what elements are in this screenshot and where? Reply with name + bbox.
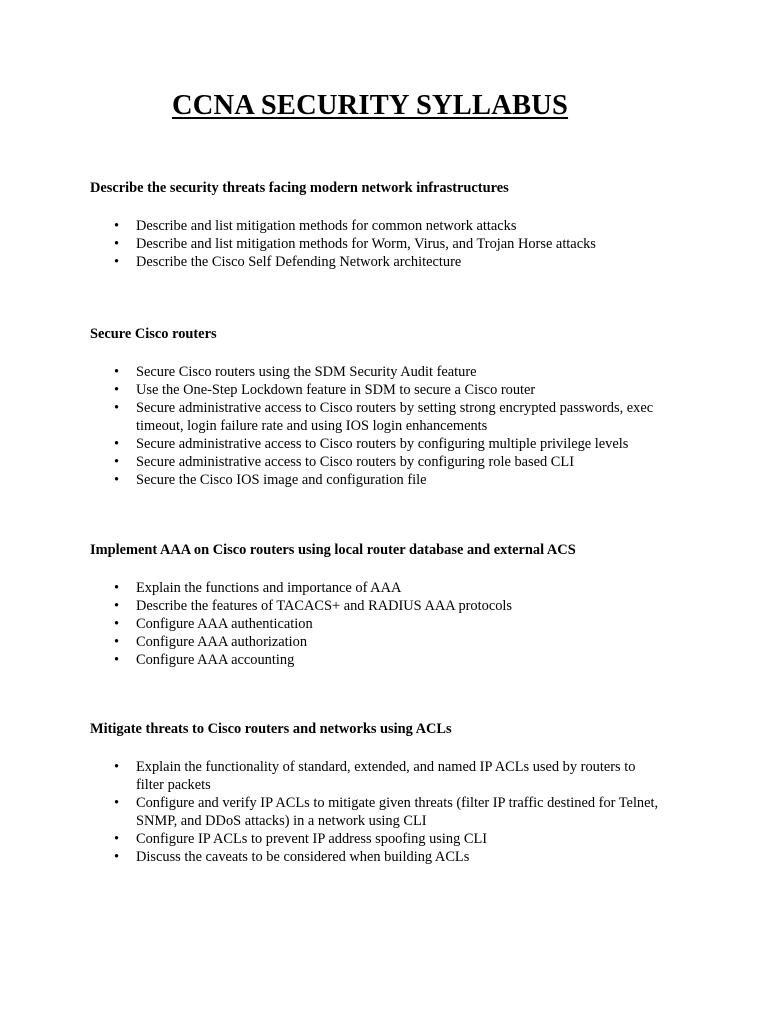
bullet-icon: • [114, 652, 120, 668]
list-item [90, 217, 664, 235]
bullet-icon: • [114, 580, 120, 596]
list-item [90, 453, 664, 471]
section-secure-routers [90, 325, 690, 489]
bullet-icon: • [114, 759, 120, 775]
list-item [90, 381, 664, 399]
section-security-threats [90, 179, 690, 271]
list-item [90, 794, 664, 830]
bullet-icon: • [114, 598, 120, 614]
list-item-text: Explain the functions and importance of AAA [136, 580, 402, 596]
bullet-icon: • [114, 254, 120, 270]
list-item-text: Secure the Cisco IOS image and configuration file [136, 472, 427, 488]
list-item-text: Secure administrative access to Cisco routers by setting strong encrypted passwords, exec timeout, login failure rate and using IOS login enhancements [136, 400, 654, 434]
bullet-list [90, 758, 690, 866]
section-heading: Implement AAA on Cisco routers using local router database and external ACS [90, 542, 576, 558]
bullet-icon: • [114, 795, 120, 811]
list-item-text: Secure administrative access to Cisco routers by configuring multiple privilege levels [136, 436, 629, 452]
list-item-text: Describe and list mitigation methods for common network attacks [136, 218, 517, 234]
list-item-text: Configure AAA authorization [136, 634, 308, 650]
list-item-text: Secure Cisco routers using the SDM Security Audit feature [136, 364, 477, 380]
list-item-text: Configure and verify IP ACLs to mitigate given threats (filter IP traffic destined for Telnet, SNMP, and DDoS attacks) in a network using CLI [136, 795, 659, 829]
list-item [90, 615, 664, 633]
section-mitigate-acls [90, 720, 690, 866]
bullet-list [90, 217, 690, 271]
section-heading: Secure Cisco routers [90, 326, 217, 342]
bullet-icon: • [114, 218, 120, 234]
list-item-text: Secure administrative access to Cisco routers by configuring role based CLI [136, 454, 574, 470]
list-item [90, 399, 664, 435]
list-item-text: Configure AAA authentication [136, 616, 313, 632]
list-item-text: Configure AAA accounting [136, 652, 295, 668]
list-item [90, 471, 664, 489]
list-item [90, 363, 664, 381]
list-item-text: Describe the features of TACACS+ and RADIUS AAA protocols [136, 598, 513, 614]
section-implement-aaa [90, 541, 690, 669]
list-item-text: Explain the functionality of standard, extended, and named IP ACLs used by routers to filter packets [136, 759, 636, 793]
list-item-text: Discuss the caveats to be considered when building ACLs [136, 849, 470, 865]
list-item [90, 758, 664, 794]
bullet-list [90, 579, 690, 669]
list-item-text: Describe the Cisco Self Defending Network architecture [136, 254, 462, 270]
list-item [90, 579, 664, 597]
document-title: CCNA SECURITY SYLLABUS [171, 90, 569, 121]
list-item [90, 597, 664, 615]
bullet-list [90, 363, 690, 489]
bullet-icon: • [114, 616, 120, 632]
list-item [90, 253, 664, 271]
list-item [90, 651, 664, 669]
list-item-text: Use the One-Step Lockdown feature in SDM to secure a Cisco router [136, 382, 536, 398]
section-heading: Mitigate threats to Cisco routers and networks using ACLs [90, 721, 452, 737]
bullet-icon: • [114, 382, 120, 398]
bullet-icon: • [114, 634, 120, 650]
list-item-text: Configure IP ACLs to prevent IP address spoofing using CLI [136, 831, 488, 847]
list-item [90, 435, 664, 453]
list-item [90, 235, 664, 253]
bullet-icon: • [114, 849, 120, 865]
bullet-icon: • [114, 436, 120, 452]
bullet-icon: • [114, 472, 120, 488]
bullet-icon: • [114, 400, 120, 416]
list-item [90, 633, 664, 651]
list-item-text: Describe and list mitigation methods for Worm, Virus, and Trojan Horse attacks [136, 236, 596, 252]
list-item [90, 848, 664, 866]
list-item [90, 830, 664, 848]
bullet-icon: • [114, 236, 120, 252]
section-heading: Describe the security threats facing modern network infrastructures [90, 180, 509, 196]
bullet-icon: • [114, 364, 120, 380]
bullet-icon: • [114, 831, 120, 847]
bullet-icon: • [114, 454, 120, 470]
